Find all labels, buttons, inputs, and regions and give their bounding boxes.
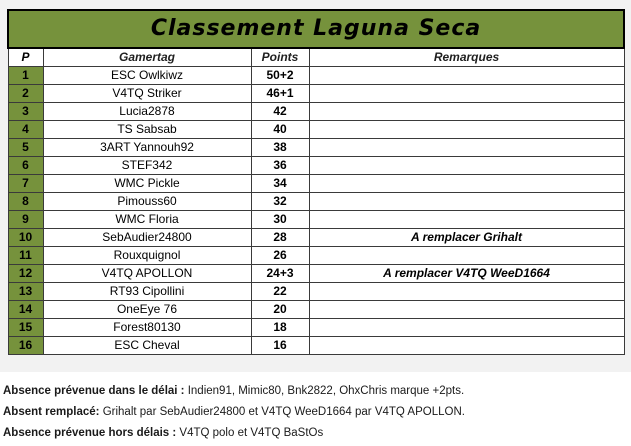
cell-gamertag: V4TQ Striker bbox=[43, 85, 251, 103]
note-text: Grihalt par SebAudier24800 et V4TQ WeeD1664 par V4TQ APOLLON. bbox=[99, 406, 465, 418]
cell-points: 16 bbox=[251, 337, 309, 355]
cell-points: 34 bbox=[251, 175, 309, 193]
cell-points: 24+3 bbox=[251, 265, 309, 283]
table-row bbox=[8, 283, 624, 301]
cell-gamertag: V4TQ APOLLON bbox=[43, 265, 251, 283]
header-remarks: Remarques bbox=[309, 48, 624, 67]
table-row bbox=[8, 175, 624, 193]
header-row bbox=[8, 48, 624, 67]
cell-position: 11 bbox=[8, 247, 43, 265]
cell-gamertag: SebAudier24800 bbox=[43, 229, 251, 247]
table-row bbox=[8, 193, 624, 211]
cell-position: 8 bbox=[8, 193, 43, 211]
cell-position: 7 bbox=[8, 175, 43, 193]
table-title: Classement Laguna Seca bbox=[8, 10, 624, 48]
cell-points: 26 bbox=[251, 247, 309, 265]
table-row bbox=[8, 337, 624, 355]
cell-remark bbox=[309, 193, 624, 211]
cell-position: 15 bbox=[8, 319, 43, 337]
notes-section bbox=[3, 381, 628, 444]
cell-position: 6 bbox=[8, 157, 43, 175]
table-row bbox=[8, 157, 624, 175]
cell-remark bbox=[309, 67, 624, 85]
header-position: P bbox=[8, 48, 43, 67]
cell-points: 36 bbox=[251, 157, 309, 175]
cell-position: 1 bbox=[8, 67, 43, 85]
table-row bbox=[8, 247, 624, 265]
cell-remark bbox=[309, 139, 624, 157]
cell-position: 16 bbox=[8, 337, 43, 355]
cell-remark bbox=[309, 337, 624, 355]
cell-points: 46+1 bbox=[251, 85, 309, 103]
cell-remark bbox=[309, 247, 624, 265]
cell-points: 28 bbox=[251, 229, 309, 247]
cell-points: 22 bbox=[251, 283, 309, 301]
cell-remark: A remplacer V4TQ WeeD1664 bbox=[309, 265, 624, 283]
table-row bbox=[8, 103, 624, 121]
cell-gamertag: WMC Pickle bbox=[43, 175, 251, 193]
note-label: Absence prévenue hors délais : bbox=[3, 427, 177, 439]
cell-remark bbox=[309, 211, 624, 229]
table-row bbox=[8, 301, 624, 319]
cell-points: 38 bbox=[251, 139, 309, 157]
cell-position: 12 bbox=[8, 265, 43, 283]
cell-remark bbox=[309, 301, 624, 319]
cell-position: 13 bbox=[8, 283, 43, 301]
note-absence-late bbox=[3, 423, 628, 444]
cell-gamertag: Pimouss60 bbox=[43, 193, 251, 211]
cell-position: 10 bbox=[8, 229, 43, 247]
table-row bbox=[8, 85, 624, 103]
standings-table bbox=[7, 9, 625, 355]
cell-gamertag: ESC Owlkiwz bbox=[43, 67, 251, 85]
cell-remark bbox=[309, 121, 624, 139]
title-row bbox=[8, 10, 624, 48]
cell-remark bbox=[309, 103, 624, 121]
cell-remark bbox=[309, 319, 624, 337]
cell-points: 50+2 bbox=[251, 67, 309, 85]
standings-body bbox=[8, 67, 624, 355]
note-absence-in-time bbox=[3, 381, 628, 402]
cell-remark bbox=[309, 175, 624, 193]
note-text: V4TQ polo et V4TQ BaStOs bbox=[176, 427, 324, 439]
table-row bbox=[8, 139, 624, 157]
table-row bbox=[8, 319, 624, 337]
cell-position: 4 bbox=[8, 121, 43, 139]
cell-remark bbox=[309, 283, 624, 301]
cell-points: 30 bbox=[251, 211, 309, 229]
cell-points: 42 bbox=[251, 103, 309, 121]
cell-position: 9 bbox=[8, 211, 43, 229]
note-text: Indien91, Mimic80, Bnk2822, OhxChris marque +2pts. bbox=[184, 385, 465, 397]
cell-gamertag: TS Sabsab bbox=[43, 121, 251, 139]
header-gamertag: Gamertag bbox=[43, 48, 251, 67]
header-points: Points bbox=[251, 48, 309, 67]
note-absent-replaced bbox=[3, 402, 628, 423]
cell-position: 5 bbox=[8, 139, 43, 157]
note-label: Absence prévenue dans le délai : bbox=[3, 385, 185, 397]
cell-points: 18 bbox=[251, 319, 309, 337]
cell-remark bbox=[309, 85, 624, 103]
table-row bbox=[8, 67, 624, 85]
cell-gamertag: 3ART Yannouh92 bbox=[43, 139, 251, 157]
cell-gamertag: ESC Cheval bbox=[43, 337, 251, 355]
cell-position: 3 bbox=[8, 103, 43, 121]
cell-position: 14 bbox=[8, 301, 43, 319]
cell-points: 32 bbox=[251, 193, 309, 211]
cell-gamertag: RT93 Cipollini bbox=[43, 283, 251, 301]
cell-position: 2 bbox=[8, 85, 43, 103]
table-row bbox=[8, 121, 624, 139]
cell-gamertag: STEF342 bbox=[43, 157, 251, 175]
table-row bbox=[8, 229, 624, 247]
cell-gamertag: WMC Floria bbox=[43, 211, 251, 229]
cell-gamertag: Lucia2878 bbox=[43, 103, 251, 121]
cell-points: 20 bbox=[251, 301, 309, 319]
cell-gamertag: Forest80130 bbox=[43, 319, 251, 337]
table-row bbox=[8, 211, 624, 229]
table-row bbox=[8, 265, 624, 283]
cell-gamertag: OneEye 76 bbox=[43, 301, 251, 319]
cell-gamertag: Rouxquignol bbox=[43, 247, 251, 265]
cell-remark bbox=[309, 157, 624, 175]
cell-points: 40 bbox=[251, 121, 309, 139]
cell-remark: A remplacer Grihalt bbox=[309, 229, 624, 247]
note-label: Absent remplacé: bbox=[3, 406, 100, 418]
